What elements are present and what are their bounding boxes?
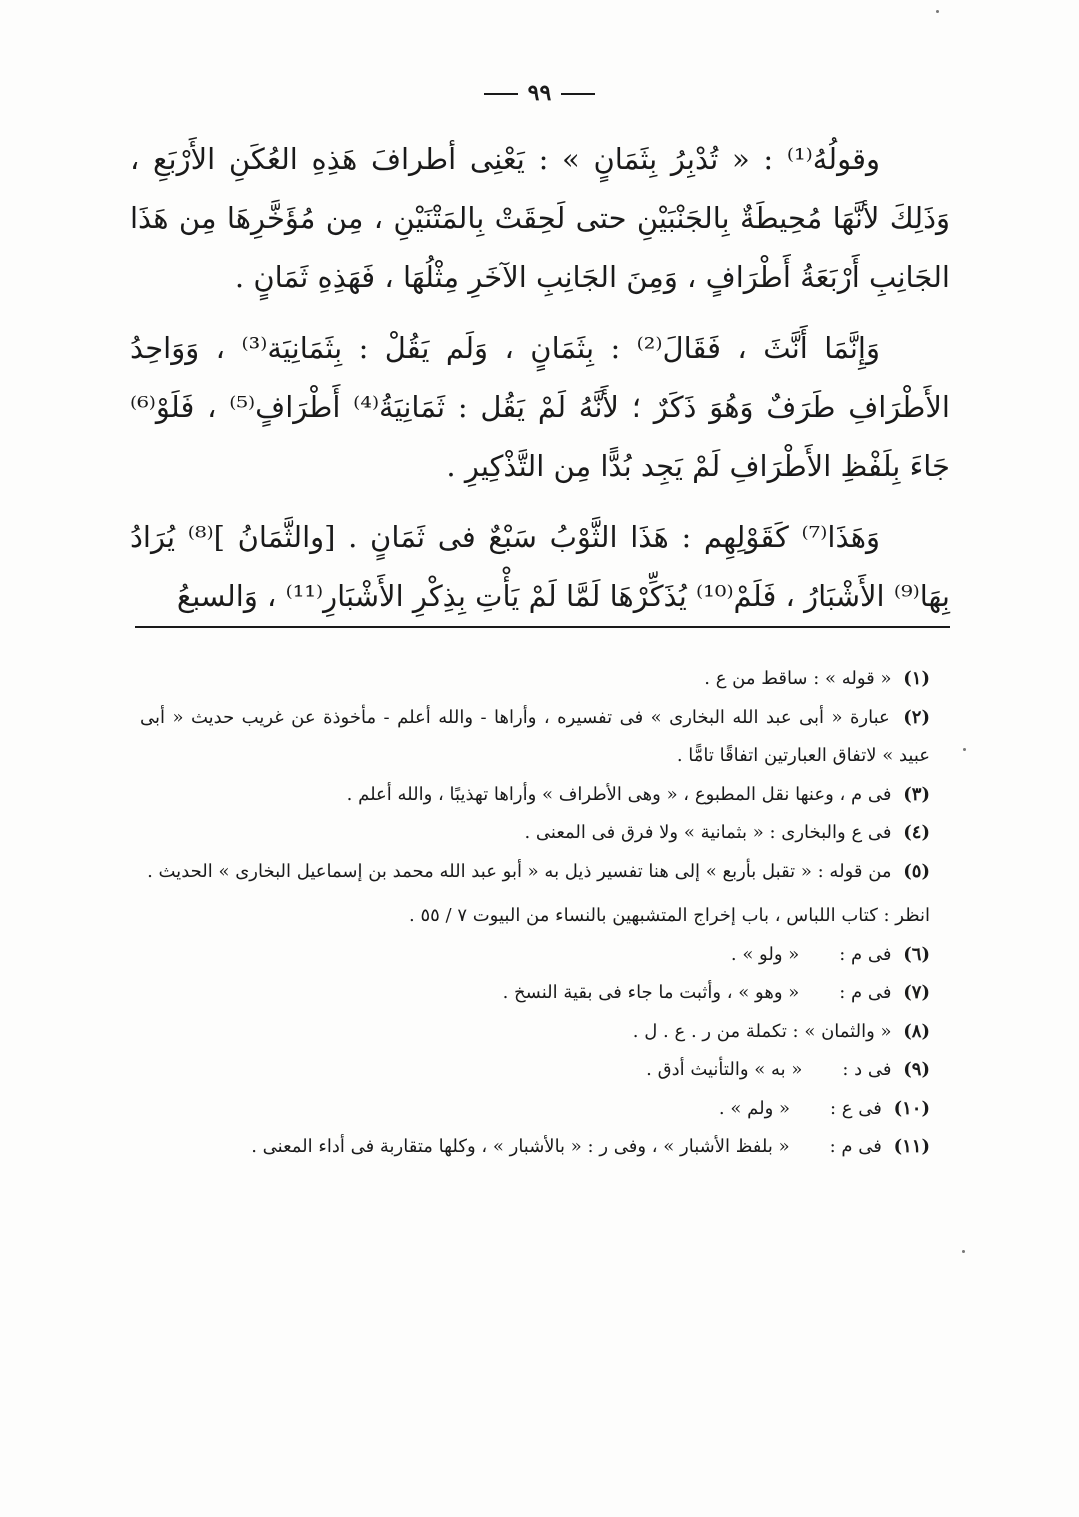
footnote-number: (٣) bbox=[903, 783, 930, 805]
footnote-text: « به » والتأنيث أدق . bbox=[646, 1059, 803, 1080]
footnote-label: فى د : bbox=[842, 1059, 892, 1080]
footnote-6 bbox=[140, 936, 940, 975]
footnotes-section bbox=[140, 660, 940, 1167]
footnote-4 bbox=[140, 814, 940, 853]
footnote-9 bbox=[140, 1051, 940, 1090]
footnote-1 bbox=[140, 660, 940, 699]
body-paragraph-2: وَإِنَّمَا أَنَّثَ ، فَقَالَ⁽²⁾ : بِثَمَانٍ ، وَلَم يَقُلْ : بِثَمَانِيَة⁽³⁾ ، وَوَاحِدُ الأَطْرَافِ طَرَفٌ وَهُوَ ذَكَرٌ ؛ لأَنَّهُ لَمْ يَقُل : ثَمَانِيَةُ⁽⁴⁾ أَطْرَافٍ⁽⁵⁾ ، فَلَوْ⁽⁶⁾ جَاءَ بِلَفْظِ الأَطْرَافِ لَمْ يَجِد بُدًّا مِن التَّذْكِيرِ . bbox=[130, 331, 950, 483]
footnote-number: (١١) bbox=[893, 1136, 930, 1157]
footnote-7 bbox=[140, 974, 940, 1013]
scan-speck bbox=[936, 10, 939, 13]
footnote-text: انظر : كتاب اللباس ، باب إخراج المتشبهين بالنساء من البيوت ٧ / ٥٥ . bbox=[409, 905, 930, 926]
footnote-number: (٨) bbox=[903, 1020, 930, 1042]
footnote-text: « والثمان » : تكملة من ر . ع . ل . bbox=[632, 1020, 892, 1042]
footnote-text: « بلفظ الأشبار » ، وفى ر : « بالأشبار » ، وكلها متقاربة فى أداء المعنى . bbox=[251, 1136, 790, 1157]
footnote-text: فى ع والبخارى : « بثمانية » ولا فرق فى المعنى . bbox=[524, 822, 892, 843]
footnote-text: فى م ، وعنها نقل المطبوع ، « وهى الأطراف » وأراها تهذيبًا ، والله أعلم . bbox=[346, 783, 892, 805]
footnote-number: (٦) bbox=[903, 943, 930, 965]
footnote-2 bbox=[140, 699, 940, 776]
scan-speck bbox=[963, 748, 966, 751]
page-number-dash-left bbox=[484, 93, 518, 95]
page-number: ٩٩ bbox=[527, 80, 552, 106]
footnote-number: (٩) bbox=[903, 1059, 930, 1080]
footnote-text: من قوله : « تقبل بأربع » إلى هنا تفسير ذيل به « أبو عبد الله محمد بن إسماعيل البخارى » الحديث . bbox=[147, 860, 892, 882]
page-number-header bbox=[0, 80, 1079, 106]
footnote-text: عبارة « أبى عبد الله البخارى » فى تفسيره ، وأراها - والله أعلم - مأخوذة عن غريب حديث « أبى عبيد » لاتفاق العبارتين اتفاقًا تامًّا . bbox=[140, 706, 930, 766]
footnote-5-reference bbox=[140, 897, 940, 936]
footnote-number: (١٠) bbox=[893, 1097, 930, 1119]
body-paragraph-3: وَهَذَا⁽⁷⁾ كَقَوْلِهِم : هَذَا الثَّوْبُ سَبْعٌ فى ثَمَانٍ . [والثَّمَانُ ]⁽⁸⁾ يُرَادُ بِهَا⁽⁹⁾ الأَشْبَارُ ، فَلَمْ⁽¹⁰⁾ يُذَكِّرْهَا لَمَّا لَمْ يَأْتِ بِذِكْرِ الأَشْبَارِ⁽¹¹⁾ ، وَالسبعُ bbox=[130, 520, 950, 613]
footnote-10 bbox=[140, 1090, 940, 1129]
footnote-number: (٢) bbox=[903, 706, 930, 728]
footnote-label: فى ع : bbox=[830, 1097, 882, 1119]
footnote-number: (٤) bbox=[903, 822, 930, 843]
footnote-5 bbox=[140, 853, 940, 892]
footnote-text: « قوله » : ساقط من ع . bbox=[704, 668, 892, 689]
footnote-11 bbox=[140, 1128, 940, 1167]
footnote-number: (٧) bbox=[903, 982, 930, 1003]
body-paragraph-1: وقولُهُ⁽¹⁾ : « تُدْبِرُ بِثَمَانٍ » : يَعْنِى أطرافَ هَذِهِ العُكَنِ الأَرْبَعِ ، وَذَلِكَ لأنَّهَا مُحِيطَةٌ بِالجَنْبَيْنِ حتى لَحِقَتْ بِالمَتْنَيْنِ ، مِن مُؤَخَّرِهَا مِن هَذَا الجَانِبِ أَرْبَعَةُ أَطْرَافٍ ، وَمِنَ الجَانِبِ الآخَرِ مِثْلُهَا ، فَهَذِهِ ثَمَانٍ . bbox=[130, 142, 950, 294]
footnote-text: « ولم » . bbox=[718, 1097, 790, 1119]
footnote-number: (١) bbox=[903, 668, 930, 689]
footnote-number: (٥) bbox=[903, 860, 930, 882]
scan-speck bbox=[962, 1250, 965, 1253]
footnote-text: « وهو » ، وأثبت ما جاء فى بقية النسخ . bbox=[502, 982, 800, 1003]
page-number-dash-right bbox=[561, 93, 595, 95]
footnote-label: فى م : bbox=[829, 1136, 882, 1157]
footnote-separator-rule bbox=[135, 626, 950, 628]
main-body-text bbox=[130, 130, 950, 638]
footnote-label: فى م : bbox=[839, 982, 892, 1003]
footnote-8 bbox=[140, 1013, 940, 1052]
footnote-label: فى م : bbox=[839, 943, 892, 965]
footnote-text: « ولو » . bbox=[730, 943, 800, 965]
footnote-3 bbox=[140, 776, 940, 815]
